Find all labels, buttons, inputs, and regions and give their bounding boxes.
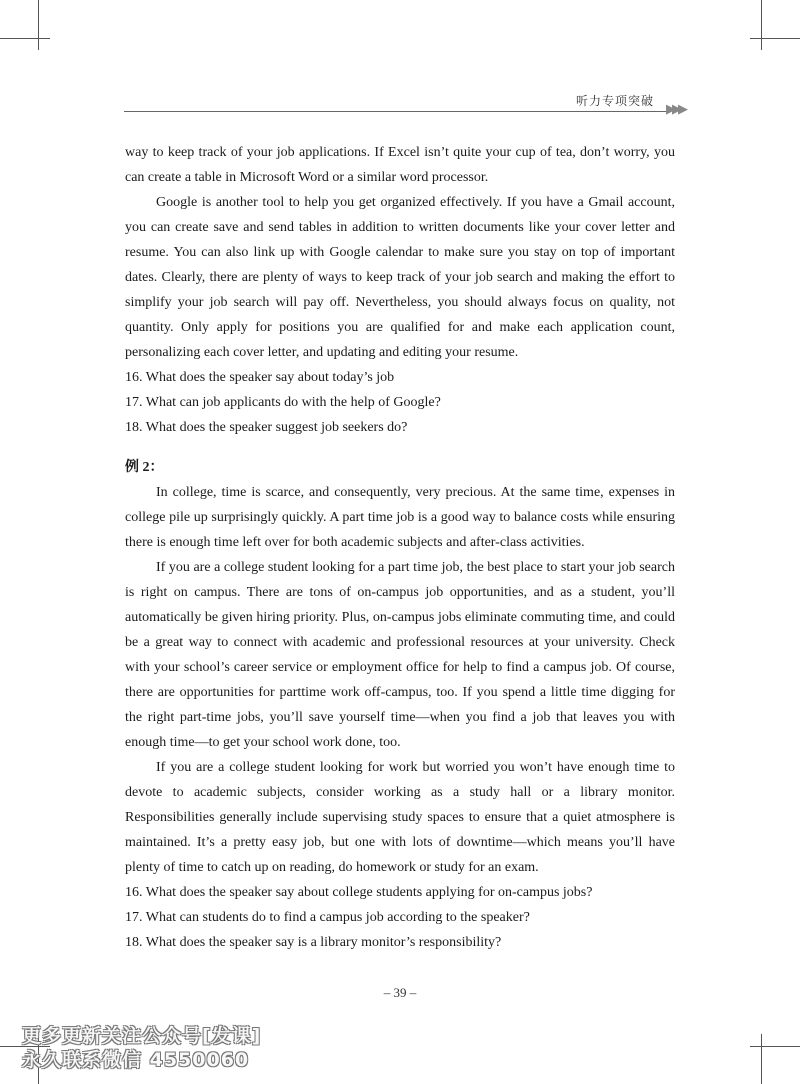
question-item: 16. What does the speaker say about today’s job: [125, 370, 395, 385]
paragraph: way to keep track of your job applications. If Excel isn’t quite your cup of tea, don’t worry, you can create a table in Microsoft Word or a similar word processor.: [125, 145, 675, 185]
question-item: 16. What does the speaker say about college students applying for on-campus jobs?: [125, 885, 593, 900]
question-item: 17. What can students do to find a campus job according to the speaker?: [125, 910, 530, 925]
section-heading: 例 2：: [125, 460, 164, 475]
watermark-line: 永久联系微信 4550060: [22, 1049, 250, 1071]
running-header-title: 听力专项突破: [575, 94, 654, 108]
paragraph: Google is another tool to help you get organized effectively. If you have a Gmail account, you can create save and send tables in addition to written documents like your cover letter and resume. You can also link up with Google calendar to make sure you stay on top of important dates. Clearly, there are plenty of ways to keep track of your job search and making the effort to simplify your job search will pay off. Nevertheless, you should always focus on quality, not quantity. Only apply for positions you are qualified for and make each application count, personalizing each cover letter, and updating and editing your resume.: [125, 195, 675, 360]
watermark: [22, 1024, 312, 1072]
question-item: 18. What does the speaker say is a library monitor’s responsibility?: [125, 935, 502, 950]
paragraph: If you are a college student looking for work but worried you won’t have enough time to devote to academic subjects, consider working as a study hall or a library monitor. Responsibilities generally include supervising study spaces to ensure that a quiet atmosphere is maintained. It’s a pretty easy job, but one with lots of downtime—which means you’ll have plenty of time to catch up on reading, do homework or study for an exam.: [125, 760, 675, 875]
watermark-line: 更多更新关注公众号[发课]: [22, 1025, 262, 1047]
question-item: 17. What can job applicants do with the help of Google?: [125, 395, 441, 410]
header-rule: [124, 111, 669, 112]
page-content: [125, 140, 675, 955]
paragraph: In college, time is scarce, and consequently, very precious. At the same time, expenses in college pile up surprisingly quickly. A part time job is a good way to balance costs while ensuring there is enough time left over for both academic subjects and after-class activities.: [125, 485, 675, 550]
page-number: – 39 –: [383, 985, 417, 1000]
question-item: 18. What does the speaker suggest job seekers do?: [125, 420, 408, 435]
triple-arrow-icon: ▶▶▶: [666, 102, 684, 117]
paragraph: If you are a college student looking for a part time job, the best place to start your job search is right on campus. There are tons of on-campus job opportunities, and as a student, you’ll automatically be given hiring priority. Plus, on-campus jobs eliminate commuting time, and could be a great way to connect with academic and professional resources at your university. Check with your school’s career service or employment office for help to find a campus job. Of course, there are opportunities for parttime work off-campus, too. If you spend a little time digging for the right part-time jobs, you’ll save yourself time—when you find a job that leaves you with enough time—to get your school work done, too.: [125, 560, 675, 750]
